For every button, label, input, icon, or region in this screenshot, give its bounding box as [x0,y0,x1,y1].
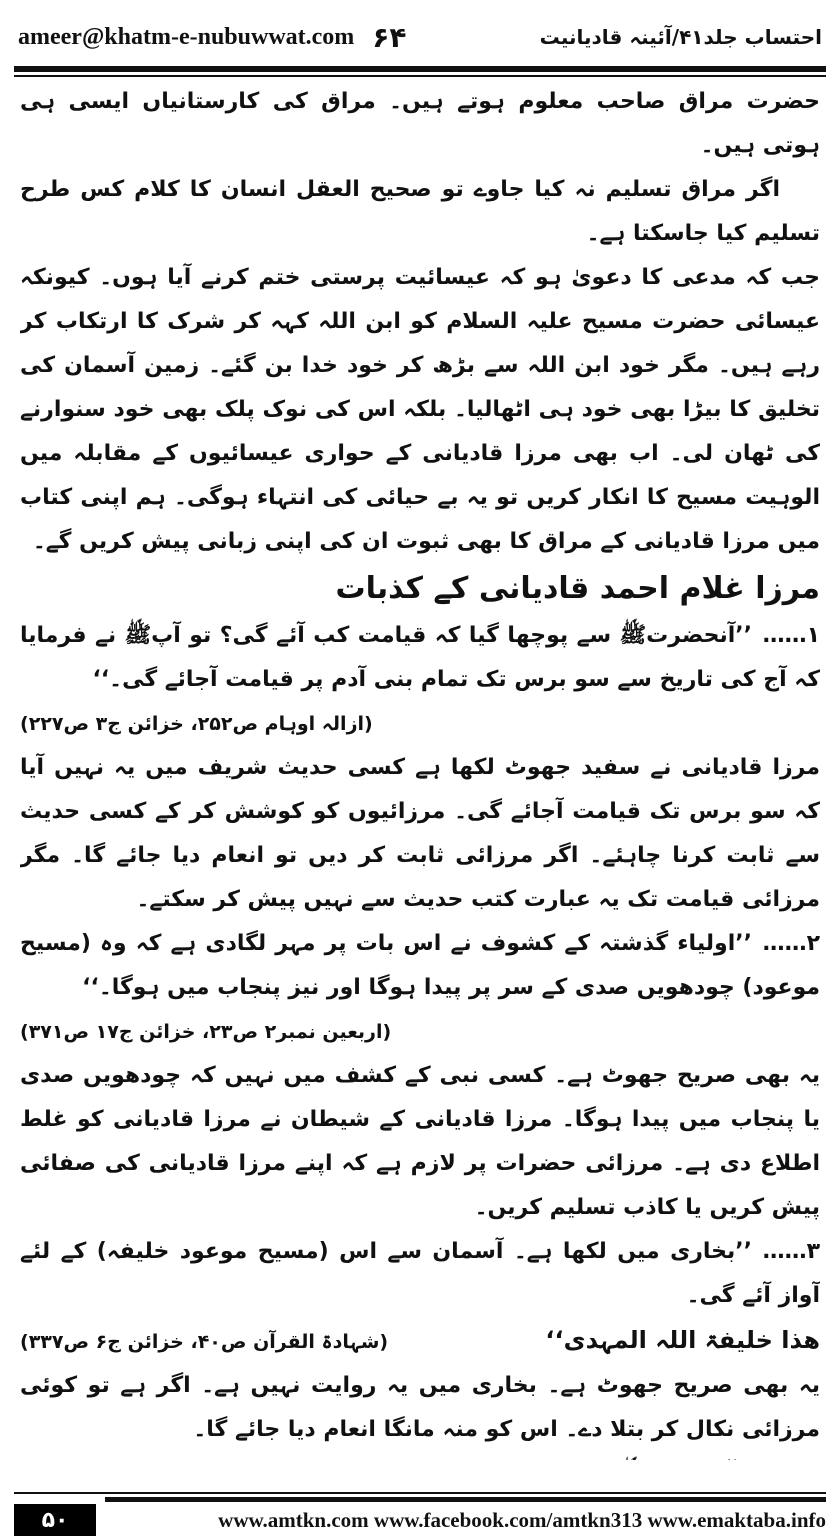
paragraph-1: حضرت مراق صاحب معلوم ہوتے ہیں۔ مراق کی کارستانیاں ایسی ہی ہوتی ہیں۔ [20,89,820,158]
header-email: ameer@khatm-e-nubuwwat.com [18,23,355,50]
header-title: احتساب جلد۴۱/آئینہ قادیانیت [539,25,822,49]
item-3-text: ’’بخاری میں لکھا ہے۔ آسمان سے اس (مسیح موعود خلیفہ) کے لئے آواز آئے گی۔ [20,1239,820,1308]
page-footer [14,1503,826,1537]
paragraph-2: اگر مراق تسلیم نہ کیا جاوے تو صحیح العقل انسان کا کلام کس طرح تسلیم کیا جاسکتا ہے۔ [20,177,820,246]
item-1 [20,614,820,702]
footer-rule-thin [14,1492,826,1494]
paragraph-3: جب کہ مدعی کا دعویٰ ہو کہ عیسائیت پرستی ختم کرنے آیا ہوں۔ کیونکہ عیسائی حضرت مسیح علیہ السلام کو ابن اللہ کہہ کر شرک کا ارتکاب کر رہے ہیں۔ مگر خود ابن اللہ سے بڑھ کر خود خدا بن گئے۔ زمین آسمان کی تخلیق کا بیڑا بھی خود ہی اٹھالیا۔ بلکہ اس کی نوک پلک بھی خود سنوارنے کی ٹھان لی۔ اب بھی مرزا قادیانی کے حواری عیسائیوں کے مقابلہ میں الوہیت مسیح کا انکار کریں تو یہ بے حیائی کی انتہاء ہوگی۔ ہم اپنی کتاب میں مرزا قادیانی کے مراق کا بھی ثبوت ان کی اپنی زبانی پیش کریں گے۔ [20,265,820,554]
item-3-arabic-line [20,1318,820,1364]
section-heading: مرزا غلام احمد قادیانی کے کذبات [335,571,820,606]
item-1-number: ۱…… [762,623,820,648]
header-page-number: ۶۴ [372,20,407,54]
page-header [18,8,822,66]
paragraph-5: یہ بھی صریح جھوٹ ہے۔ کسی نبی کے کشف میں نہیں کہ چودھویں صدی یا پنجاب میں پیدا ہوگا۔ مرزا قادیانی کے شیطان نے مرزا قادیانی کو غلط اطلاع دی ہے۔ مرزائی حضرات پر لازم ہے کہ اپنے مرزا قادیانی کی صفائی پیش کریں یا کاذب تسلیم کریں۔ [20,1063,820,1220]
item-3-number: ۳…… [762,1239,820,1264]
item-1-reference: (ازالہ اوہام ص۲۵۲، خزائن ج۳ ص۲۲۷) [20,713,373,735]
item-3 [20,1230,820,1318]
item-3-reference: (شہادۃ القرآن ص۴۰، خزائن ج۶ ص۳۳۷) [20,1331,389,1353]
item-2-reference: (اربعین نمبر۲ ص۲۳، خزائن ج۱۷ ص۳۷۱) [20,1021,392,1043]
item-4 [20,1452,820,1460]
item-2-text: ’’اولیاء گذشتہ کے کشوف نے اس بات پر مہر لگادی ہے کہ وہ (مسیح موعود) چودھویں صدی کے سر پر پیدا ہوگا اور نیز پنجاب میں ہوگا۔‘‘ [20,931,820,1000]
header-rule-thick [14,66,826,72]
paragraph-6: یہ بھی صریح جھوٹ ہے۔ بخاری میں یہ روایت نہیں ہے۔ اگر ہے تو کوئی مرزائی نکال کر بتلا دے۔ اس کو منہ مانگا انعام دیا جائے گا۔ [20,1373,820,1442]
item-2-number: ۲…… [762,931,820,956]
item-1-text: ’’آنحضرتﷺ سے پوچھا گیا کہ قیامت کب آئے گی؟ تو آپﷺ نے فرمایا کہ آج کی تاریخ سے سو برس تک تمام بنی آدم پر قیامت آجائے گی۔‘‘ [20,623,820,692]
footer-rule-thick [105,1497,826,1502]
paragraph-4: مرزا قادیانی نے سفید جھوٹ لکھا ہے کسی حدیث شریف میں یہ نہیں آیا کہ سو برس تک قیامت آجائے گی۔ مرزائیوں کو کوشش کر کے کسی حدیث سے ثابت کرنا چاہئے۔ اگر مرزائی ثابت کر دیں تو انعام دیا جائے گا۔ مگر مرزائی قیامت تک یہ عبارت کتب حدیث سے نہیں پیش کر سکتے۔ [20,755,820,912]
item-3-arabic: ھذا خلیفۃ اللہ المہدی‘‘ [545,1326,820,1354]
item-2 [20,922,820,1010]
footer-page-box: ۵۰ [14,1504,96,1536]
page-body [20,80,820,1460]
item-4-number [752,1452,820,1460]
header-rule-thin [14,75,826,77]
footer-links[interactable]: www.amtkn.com www.facebook.com/amtkn313 www.emaktaba.info [218,1507,826,1532]
header-left [18,21,406,54]
